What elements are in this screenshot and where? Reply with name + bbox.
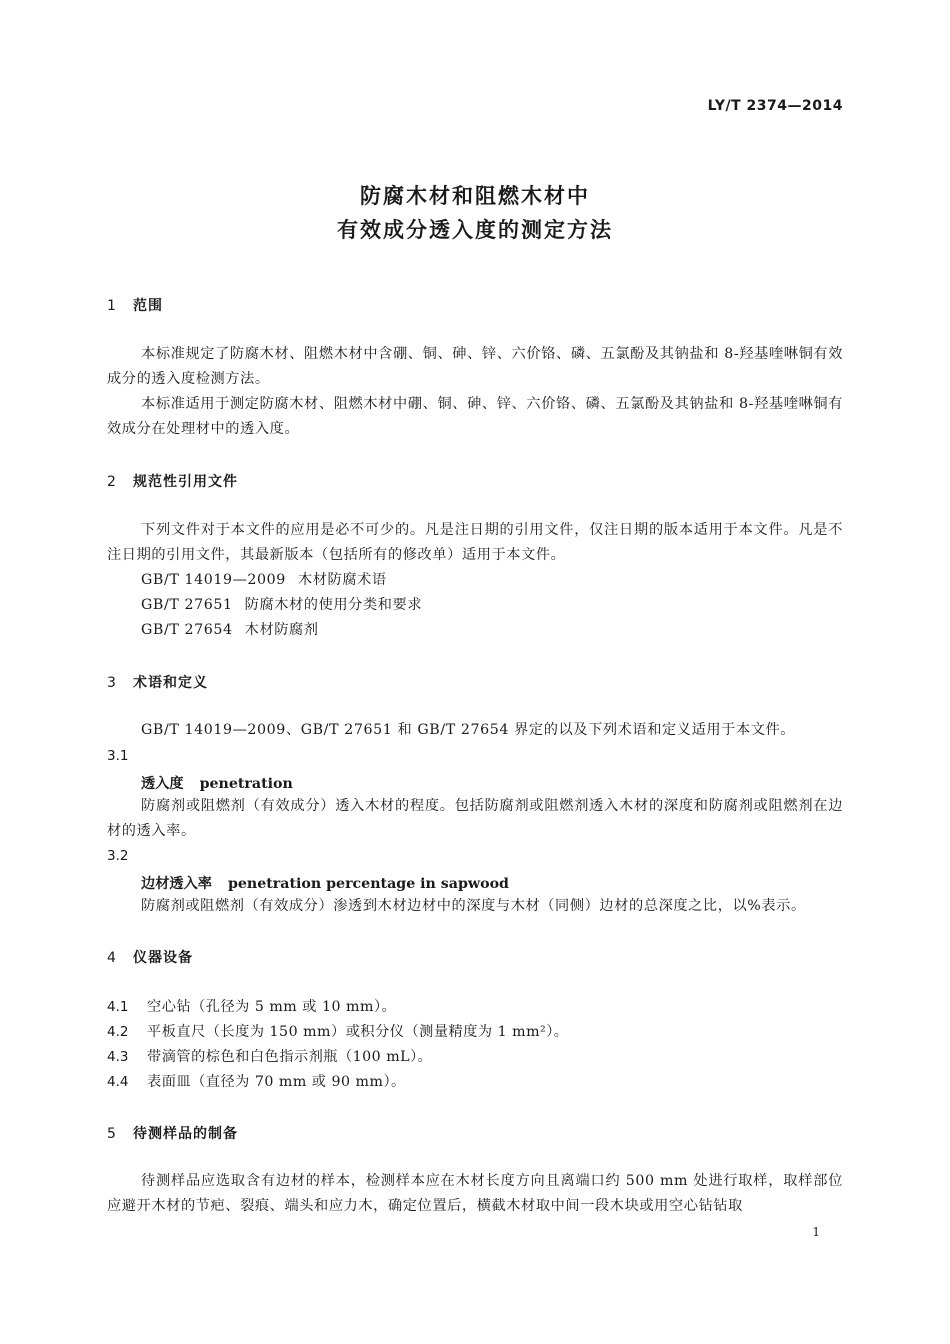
section-title: 规范性引用文件: [133, 474, 238, 490]
section-heading-normative-references: [107, 471, 238, 491]
section-heading-scope: [107, 295, 163, 315]
apparatus-item: [107, 1071, 406, 1091]
scope-paragraph-1: 本标准规定了防腐木材、阻燃木材中含硼、铜、砷、锌、六价铬、磷、五氯酚及其钠盐和 8-羟基喹啉铜有效成分的透入度检测方法。: [107, 346, 843, 387]
terms-intro-paragraph: GB/T 14019—2009、GB/T 27651 和 GB/T 27654 界定的以及下列术语和定义适用于本文件。: [141, 722, 796, 738]
reference-item: [141, 568, 881, 593]
section-title: 仪器设备: [133, 950, 193, 966]
item-text: 带滴管的棕色和白色指示剂瓶（100 mL）。: [147, 1049, 433, 1065]
term-definition: 防腐剂或阻燃剂（有效成分）渗透到木材边材中的深度与木材（同侧）边材的总深度之比，以%表示。: [141, 898, 806, 914]
section-title: 待测样品的制备: [133, 1126, 238, 1142]
item-number: 4.2: [107, 1024, 129, 1040]
sample-preparation-paragraph: 待测样品应选取含有边材的样本，检测样本应在木材长度方向且离端口约 500 mm 处进行取样，取样部位应避开木材的节疤、裂痕、端头和应力木，确定位置后，横截木材取中间一段木块或用空心钻钻取: [107, 1173, 843, 1214]
term-number: 3.2: [107, 848, 129, 864]
reference-item: [141, 593, 881, 618]
section-heading-terms-definitions: [107, 672, 208, 692]
section-heading-apparatus: [107, 947, 193, 967]
reference-code: GB/T 27654: [141, 622, 233, 638]
item-text: 表面皿（直径为 70 mm 或 90 mm）。: [147, 1074, 406, 1090]
section-title: 术语和定义: [133, 675, 208, 691]
section-number: 4: [107, 950, 117, 966]
references-intro-paragraph: 下列文件对于本文件的应用是必不可少的。凡是注日期的引用文件，仅注日期的版本适用于本文件。凡是不注日期的引用文件，其最新版本（包括所有的修改单）适用于本文件。: [107, 522, 843, 563]
term-english: penetration: [199, 776, 293, 792]
document-title-line-1: 防腐木材和阻燃木材中: [360, 184, 590, 208]
reference-name: 木材防腐剂: [244, 622, 319, 638]
document-title-line-2: 有效成分透入度的测定方法: [337, 218, 613, 242]
term-chinese: 透入度: [141, 776, 184, 792]
item-text: 平板直尺（长度为 150 mm）或积分仪（测量精度为 1 mm²）。: [147, 1024, 569, 1040]
apparatus-item: [107, 996, 396, 1016]
item-text: 空心钻（孔径为 5 mm 或 10 mm）。: [147, 999, 397, 1015]
term-entry-penetration: [141, 773, 293, 793]
scope-paragraph-2: 本标准适用于测定防腐木材、阻燃木材中硼、铜、砷、锌、六价铬、磷、五氯酚及其钠盐和 8-羟基喹啉铜有效成分在处理材中的透入度。: [107, 396, 843, 437]
apparatus-item: [107, 1021, 569, 1041]
term-definition: 防腐剂或阻燃剂（有效成分）透入木材的程度。包括防腐剂或阻燃剂透入木材的深度和防腐剂或阻燃剂在边材的透入率。: [107, 798, 843, 839]
reference-code: GB/T 27651: [141, 597, 233, 613]
term-english: penetration percentage in sapwood: [227, 876, 509, 892]
page-number: 1: [812, 1225, 820, 1239]
apparatus-item: [107, 1046, 432, 1066]
item-number: 4.3: [107, 1049, 129, 1065]
section-number: 3: [107, 675, 117, 691]
section-heading-sample-preparation: [107, 1123, 238, 1143]
item-number: 4.1: [107, 999, 129, 1015]
term-number: 3.1: [107, 748, 129, 764]
reference-item: [141, 618, 881, 643]
term-entry-penetration-percentage: [141, 873, 509, 893]
term-chinese: 边材透入率: [141, 876, 212, 892]
section-number: 5: [107, 1126, 117, 1142]
reference-name: 木材防腐术语: [297, 572, 387, 588]
section-title: 范围: [133, 298, 163, 314]
reference-name: 防腐木材的使用分类和要求: [244, 597, 423, 613]
section-number: 2: [107, 474, 117, 490]
reference-code: GB/T 14019—2009: [141, 572, 286, 588]
section-number: 1: [107, 298, 117, 314]
item-number: 4.4: [107, 1074, 129, 1090]
standard-code: LY/T 2374—2014: [707, 98, 843, 114]
